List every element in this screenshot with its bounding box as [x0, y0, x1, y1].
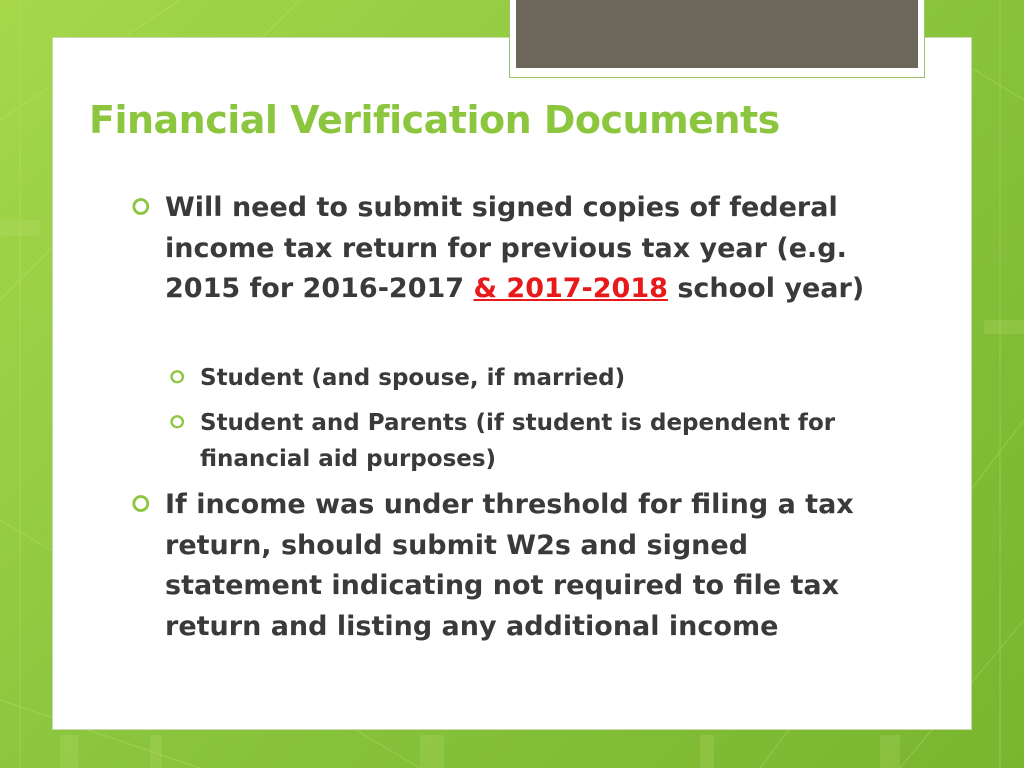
- bullet-income-threshold: [132, 485, 885, 647]
- sub-bullet-text: Student and Parents (if student is dependent for financial aid purposes): [200, 410, 836, 472]
- bullet-text-end: school year): [667, 273, 865, 304]
- sub-bullet-text: Student (and spouse, if married): [200, 365, 626, 391]
- circle-bullet-icon: ⭘: [170, 412, 185, 433]
- circle-bullet-icon: ⭘: [170, 367, 185, 388]
- top-decorative-block: [516, 0, 918, 68]
- circle-bullet-icon: ⭘: [132, 492, 150, 517]
- sub-bullet-student-parents: [170, 405, 890, 477]
- highlight-year-text: & 2017-2018: [473, 273, 668, 304]
- bullet-text: Will need to submit signed copies of federal income tax return for previous tax year (e.g. 2015 for 2016-2017: [165, 192, 847, 304]
- bullet-tax-return-copies: [132, 188, 885, 310]
- circle-bullet-icon: ⭘: [132, 195, 150, 220]
- sub-bullet-student-spouse: [170, 360, 890, 396]
- slide-title: Financial Verification Documents: [89, 98, 780, 142]
- bullet-text: If income was under threshold for filing a tax return, should submit W2s and signed statement indicating not required to file tax return and listing any additional income: [165, 489, 854, 642]
